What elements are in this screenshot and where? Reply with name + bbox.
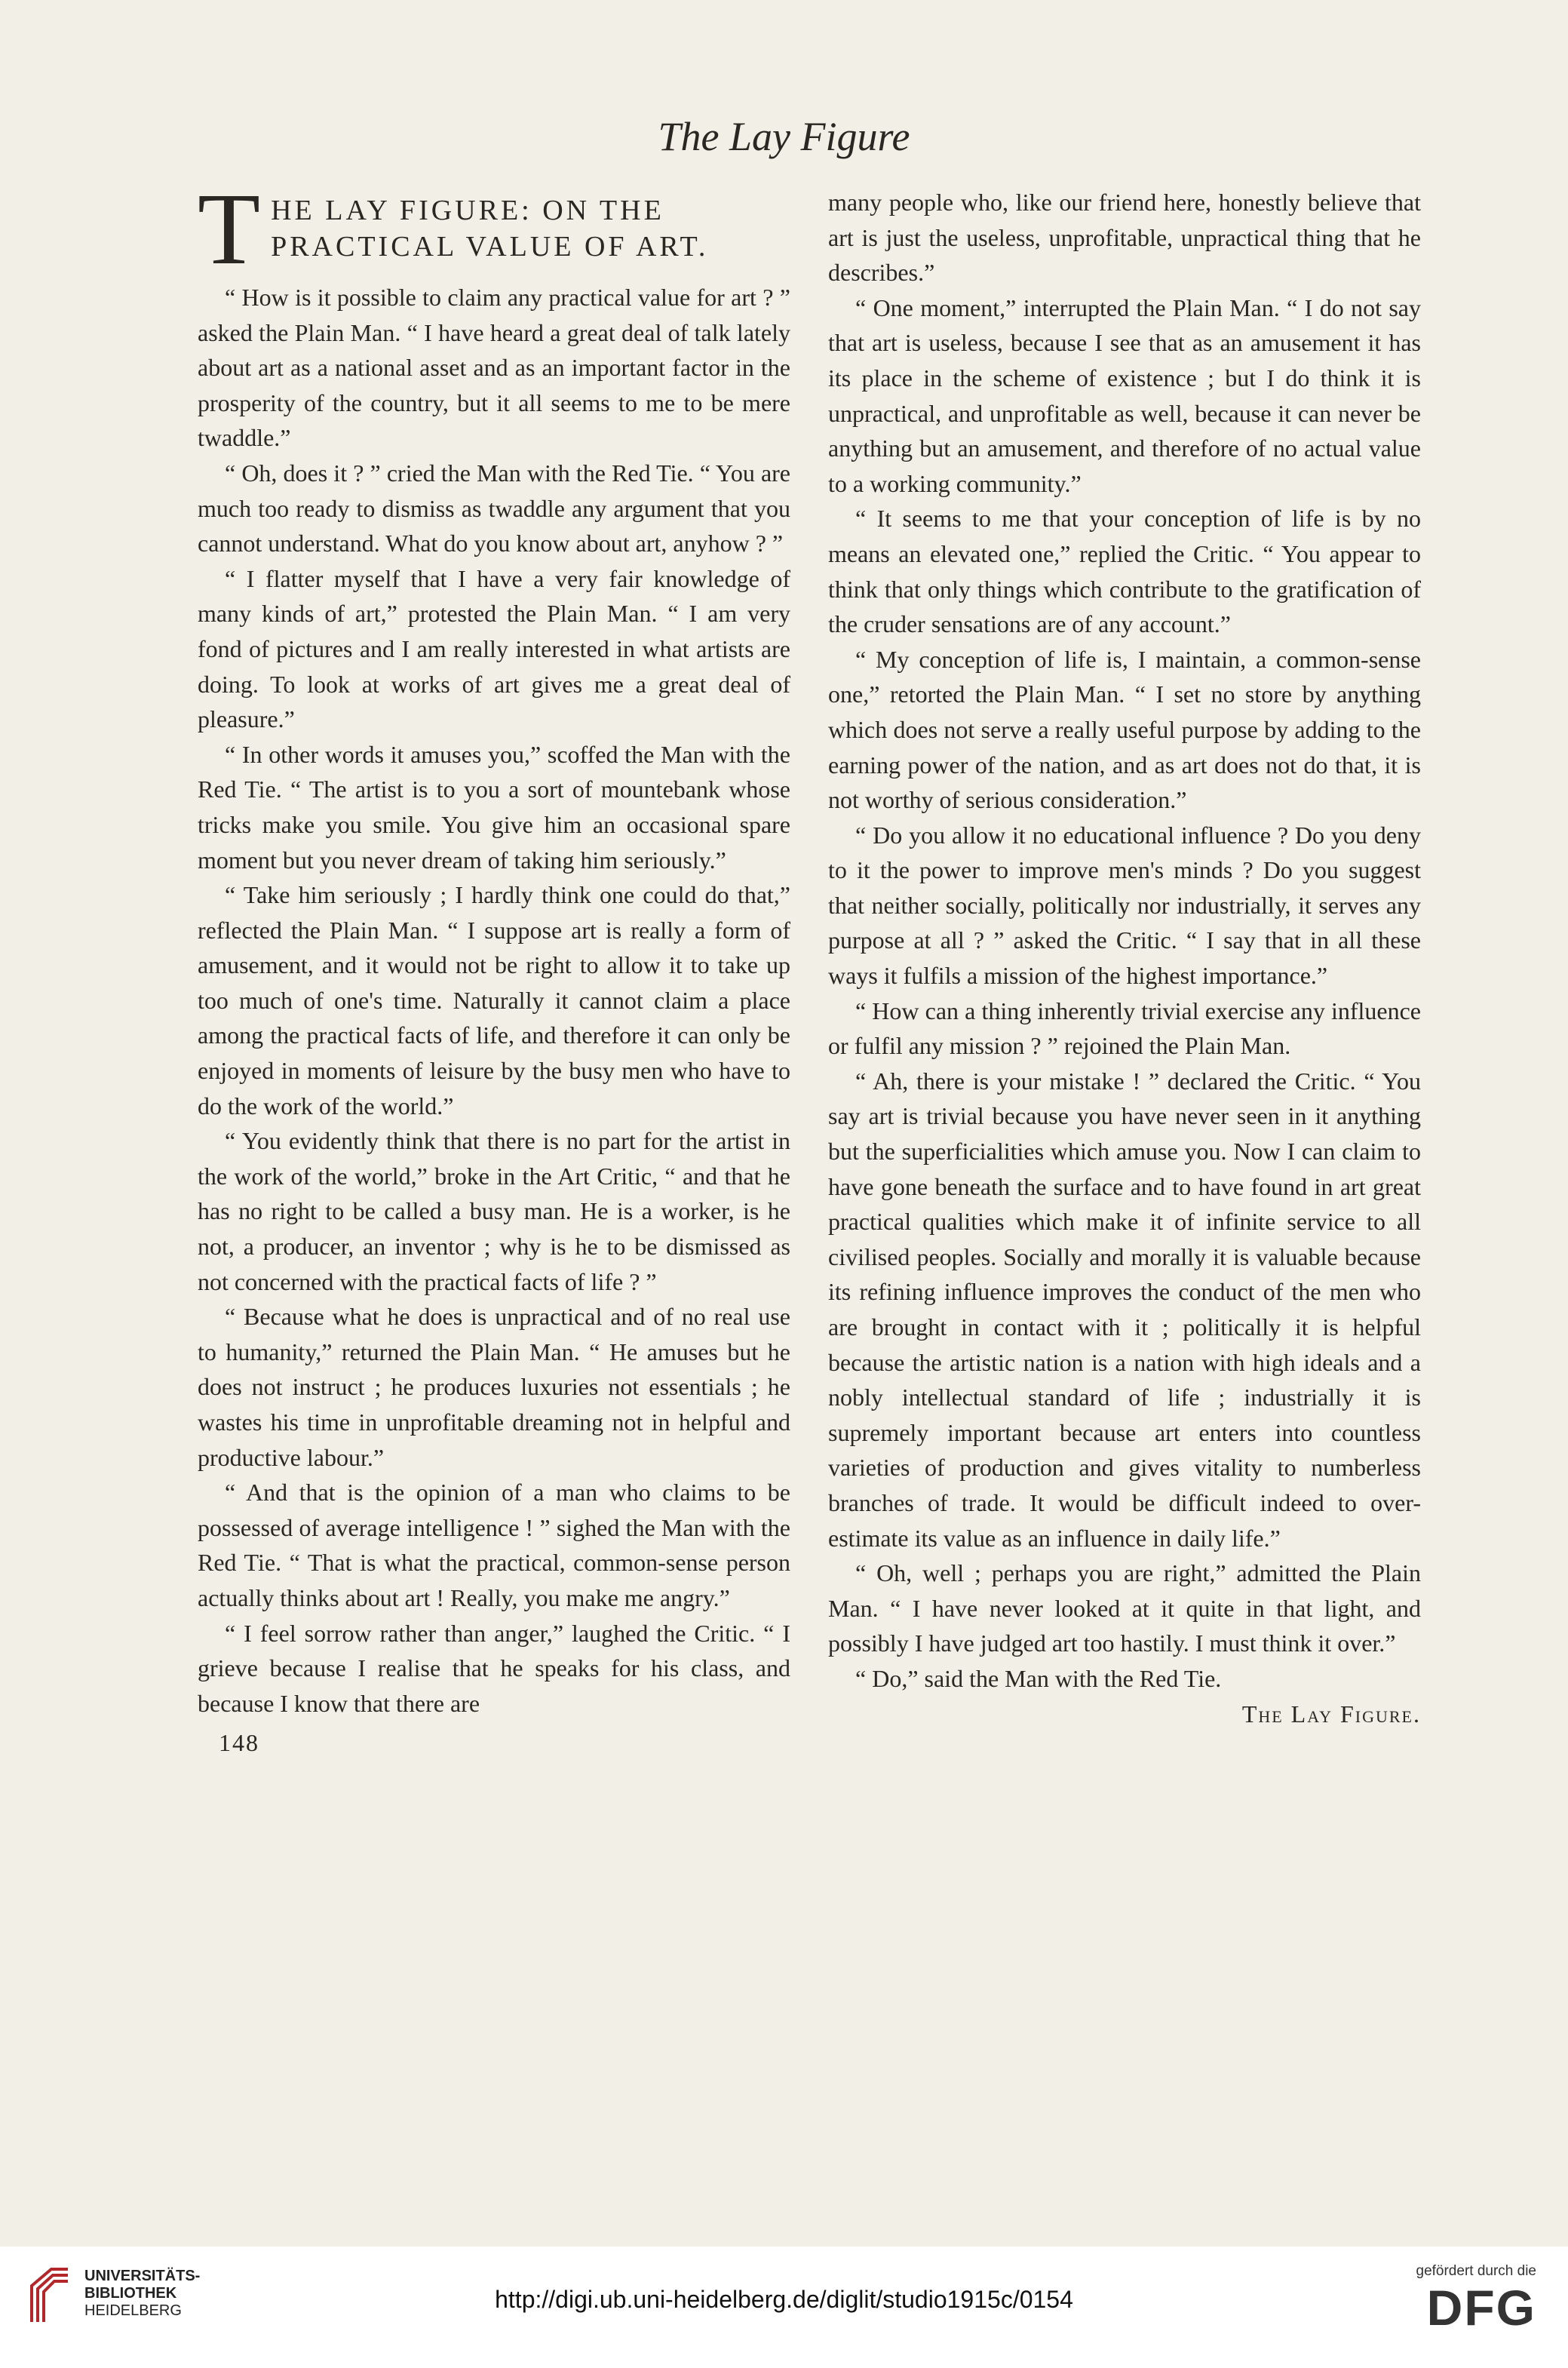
paragraph: “ In other words it amuses you,” scoffed the Man with the Red Tie. “ The artist is to you a sort of mountebank whose tricks make you smile. You give him an occasional spare moment but you never dream of taking him seriously.” [198,740,790,874]
article-title [198,173,790,286]
paragraph: “ It seems to me that your conception of life is by no means an elevated one,” replied the Critic. “ You appear to think that only things which contribute to the gratification of the cruder sensations are of any account.” [828,505,1421,638]
paragraph: “ I flatter myself that I have a very fair knowledge of many kinds of art,” protested the Plain Man. “ I am very fond of pictures and I am really interested in what artists are doing. To look at works of art gives me a great deal of pleasure.” [198,564,790,733]
paragraph: “ One moment,” interrupted the Plain Man. “ I do not say that art is useless, because I see that as an amusement it has its place in the scheme of existence ; but I do think it is unpractical, and unprofitable as well, because it can never be anything but an amusement, and therefore of no actual value to a working community.” [828,293,1421,497]
paragraph: “ How is it possible to claim any practical value for art ? ” asked the Plain Man. “ I have heard a great deal of talk lately about art as a national asset and as an important factor in the prosperity of the country, but it all seems to me to be mere twaddle.” [198,284,790,452]
paragraph: “ My conception of life is, I maintain, a common-sense one,” retorted the Plain Man. “ I set no store by anything which does not serve a really useful purpose by adding to the earning power of the nation, and as art does not do that, it is not worthy of serious consideration.” [828,645,1421,814]
paragraph: “ Ah, there is your mistake ! ” declared the Critic. “ You say art is trivial because you have never seen in it anything but the superficialities which amuse you. Now I can claim to have gone beneath the surface and to have found in art great practical qualities which make it of infinite service to all civilised peoples. Socially and morally it is valuable because its refining influence improves the conduct of the men who are brought in contact with it ; politically it is helpful because the artistic nation is a nation with high ideals and a nobly intellectual standard of life ; industrially it is supremely important because art enters into countless varieties of production and gives vitality to numberless branches of trade. It would be difficult indeed to over-estimate its value as an influence in daily life.” [828,1067,1421,1552]
paragraph-continuation: many people who, like our friend here, honestly believe that art is just the useless, unprofitable, unpractical thing that he describes.” [828,189,1421,287]
paragraph: “ Oh, well ; perhaps you are right,” admitted the Plain Man. “ I have never looked at it quite in that light, and possibly I have judged art too hastily. I must think it over.” [828,1559,1421,1657]
paragraph: “ I feel sorrow rather than anger,” laughed the Critic. “ I grieve because I realise that he speaks for his class, and because I know that there are [198,1619,790,1717]
right-column [828,185,1421,1731]
left-column [198,173,790,1761]
title-line-2: PRACTICAL VALUE OF ART. [271,231,709,263]
paragraph: “ You evidently think that there is no part for the artist in the work of the world,” broke in the Art Critic, “ and that he has no right to be called a busy man. He is a worker, is he not, a producer, an inventor ; why is he to be dismissed as not concerned with the practical facts of life ? ” [198,1127,790,1295]
paragraph: “ Take him seriously ; I hardly think one could do that,” reflected the Plain Man. “ I suppose art is really a form of amusement, and it would not be right to allow it to take up too much of one's time. Naturally it cannot claim a place among the practical facts of life, and therefore it can only be enjoyed in moments of leisure by the busy men who have to do the work of the world.” [198,881,790,1120]
paragraph: “ Because what he does is unpractical and of no real use to humanity,” returned the Plain Man. “ He amuses but he does not instruct ; he produces luxuries not essentials ; he wastes his time in unprofitable dreaming not in helpful and productive labour.” [198,1303,790,1471]
library-name-line-1: UNIVERSITÄTS- [84,2268,201,2284]
library-name-line-2: BIBLIOTHEK [84,2285,177,2302]
footer-bar [0,2247,1568,2368]
paragraph: “ Oh, does it ? ” cried the Man with the Red Tie. “ You are much too ready to dismiss as twaddle any argument that you cannot understand. What do you know about art, anyhow ? ” [198,459,790,557]
library-name-line-3: HEIDELBERG [84,2302,182,2319]
paragraph: “ Do you allow it no educational influence ? Do you deny to it the power to improve men's minds ? Do you suggest that neither socially, politically nor industrially, it serves any purpose at all ? ” asked the Critic. “ I say that in all these ways it fulfils a mission of the highest importance.” [828,821,1421,990]
source-url-link[interactable]: http://digi.ub.uni-heidelberg.de/diglit/studio1915c/0154 [495,2286,1073,2313]
paragraph: “ Do,” said the Man with the Red Tie. [855,1664,1222,1692]
paragraph: “ And that is the opinion of a man who claims to be possessed of average intelligence ! ” sighed the Man with the Red Tie. “ That is what the practical, common-sense person actually thinks about art ! Really, you make me angry.” [198,1479,790,1611]
dfg-logo: DFG [1426,2280,1536,2336]
running-title: The Lay Figure [658,114,910,159]
paragraph: “ How can a thing inherently trivial exercise any influence or fulfil any mission ? ” rejoined the Plain Man. [828,997,1421,1060]
signature: The Lay Figure. [1241,1700,1421,1728]
drop-cap: T [198,173,261,286]
funder-label: gefördert durch die [1416,2263,1536,2279]
page-number: 148 [219,1729,259,1757]
funder-block [1416,2263,1537,2336]
title-line-1: HE LAY FIGURE: ON THE [271,195,664,226]
